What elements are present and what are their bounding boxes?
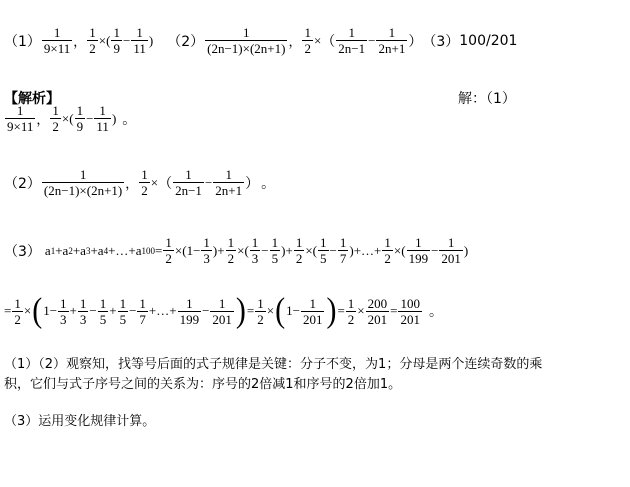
fraction: $\frac{1}{2}$ bbox=[304, 25, 311, 56]
fraction: $\frac{1}{2}$ bbox=[141, 167, 148, 198]
fraction: $\frac{1}{2}$ bbox=[14, 295, 21, 327]
analysis-part2: （2） $\frac{1}{(2n-1)\times(2n+1)}$ ， $\frac{1}{2}$ × （ $\frac{1}{2n-1}$ − $\frac{1}{2n+1}$ ） 。 bbox=[4, 167, 276, 198]
fraction: $\frac{1}{9\times 11}$ bbox=[43, 25, 71, 56]
fraction: $\frac{1}{2}$ bbox=[384, 235, 391, 266]
fraction: $\frac{1}{2}$ bbox=[227, 235, 235, 266]
fraction: $\frac{1}{2n+1}$ bbox=[378, 25, 406, 56]
fraction: $\frac{1}{2}$ bbox=[295, 235, 303, 266]
analysis-part3-label: （3） bbox=[4, 243, 41, 260]
fraction: $\frac{1}{11}$ bbox=[96, 103, 109, 134]
fraction: $\frac{1}{2n-1}$ bbox=[175, 167, 202, 198]
fraction: $\frac{1}{7}$ bbox=[139, 295, 146, 327]
fraction: $\frac{1}{3}$ bbox=[203, 235, 210, 266]
answer-part2-label: （2） bbox=[167, 33, 205, 50]
fraction: $\frac{1}{9}$ bbox=[76, 103, 84, 134]
solve-label: 解：（1） bbox=[458, 91, 516, 107]
fraction: $\frac{1}{2}$ bbox=[347, 295, 355, 327]
fraction: $\frac{1}{9\times 11}$ bbox=[7, 103, 34, 134]
fraction: $\frac{1}{3}$ bbox=[251, 235, 259, 266]
fraction: $\frac{100}{201}$ bbox=[400, 295, 420, 327]
fraction: $\frac{1}{5}$ bbox=[99, 295, 107, 327]
fraction: $\frac{1}{2}$ bbox=[89, 25, 96, 56]
fraction: $\frac{1}{199}$ bbox=[408, 235, 429, 266]
fraction: $\frac{1}{2}$ bbox=[257, 295, 264, 327]
answer-line: （1） $\frac{1}{9\times 11}$ ， $\frac{1}{2}$ × ( $\frac{1}{9}$ − $\frac{1}{11}$ ) （2） $\frac{1}{(2n-1)\times(2n+1)}$ ， $\frac{1}{2}$ × （ $\frac{1}{2n-1}$ − $\frac{1}{2n+1}$ ） （3） 100/201 bbox=[4, 25, 518, 56]
fraction: $\frac{1}{201}$ bbox=[302, 295, 323, 327]
fraction: $\frac{1}{3}$ bbox=[79, 295, 87, 327]
fraction: $\frac{1}{9}$ bbox=[113, 25, 120, 56]
fraction: $\frac{1}{2}$ bbox=[165, 235, 172, 266]
fraction: $\frac{1}{201}$ bbox=[212, 295, 232, 327]
fraction: $\frac{1}{(2n-1)\times(2n+1)}$ bbox=[207, 25, 286, 56]
analysis-heading: 【解析】 bbox=[4, 91, 60, 107]
analysis-note-part3: （3）运用变化规律计算。 bbox=[4, 414, 156, 429]
fraction: $\frac{1}{5}$ bbox=[320, 235, 327, 266]
fraction: $\frac{1}{199}$ bbox=[179, 295, 200, 327]
fraction: $\frac{1}{2n-1}$ bbox=[338, 25, 366, 56]
answer-part3-value: 100/201 bbox=[459, 32, 518, 49]
fraction: $\frac{1}{2n+1}$ bbox=[215, 167, 243, 198]
fraction: $\frac{1}{2}$ bbox=[52, 103, 59, 134]
analysis-note-line2: 积，它们与式子序号之间的关系为：序号的2倍减1和序号的2倍加1。 bbox=[4, 377, 402, 392]
fraction: $\frac{1}{5}$ bbox=[119, 295, 127, 327]
fraction: $\frac{200}{201}$ bbox=[367, 295, 388, 327]
analysis-part3-sum: （3） a 1 + a 2 + a 3 + a 4 + … + a 100 = $\frac{1}{2}$ × ( 1 − $\frac{1}{3}$ ) + $\frac{1}{2}$ × ( $\frac{1}{3}$ − $\frac{1}{5}$ ) + $\frac{1}{2}$ × ( $\frac{1}{5}$ − $\frac{1}{7}$ ) +…+ $\frac{1}{2}$ × ( $\frac{1}{199}$ − $\frac{1}{201}$ ) bbox=[4, 235, 469, 266]
analysis-part3-simplify: = $\frac{1}{2}$ × ( 1 − $\frac{1}{3}$ + $\frac{1}{3}$ − $\frac{1}{5}$ + $\frac{1}{5}$ − $\frac{1}{7}$ +…+ $\frac{1}{199}$ − $\frac{1}{201}$ ) = $\frac{1}{2}$ × ( 1 − $\frac{1}{201}$ ) = $\frac{1}{2}$ × $\frac{200}{201}$ = $\frac{100}{201}$ 。 bbox=[4, 291, 443, 330]
fraction: $\frac{1}{3}$ bbox=[60, 295, 67, 327]
analysis-part1: $\frac{1}{9\times 11}$ ， $\frac{1}{2}$ × ( $\frac{1}{9}$ − $\frac{1}{11}$ ) 。 bbox=[7, 103, 137, 134]
fraction: $\frac{1}{11}$ bbox=[133, 25, 146, 56]
fraction: $\frac{1}{201}$ bbox=[441, 235, 461, 266]
answer-part3-label: （3） bbox=[422, 33, 460, 50]
analysis-part2-label: （2） bbox=[4, 175, 41, 192]
analysis-note-line1: （1）（2）观察知，找等号后面的式子规律是关键：分子不变，为1；分母是两个连续奇数的乘 bbox=[4, 357, 543, 372]
answer-part1-label: （1） bbox=[4, 33, 41, 50]
fraction: $\frac{1}{5}$ bbox=[271, 235, 279, 266]
fraction: $\frac{1}{7}$ bbox=[339, 235, 347, 266]
fraction: $\frac{1}{(2n-1)\times(2n+1)}$ bbox=[43, 167, 123, 198]
